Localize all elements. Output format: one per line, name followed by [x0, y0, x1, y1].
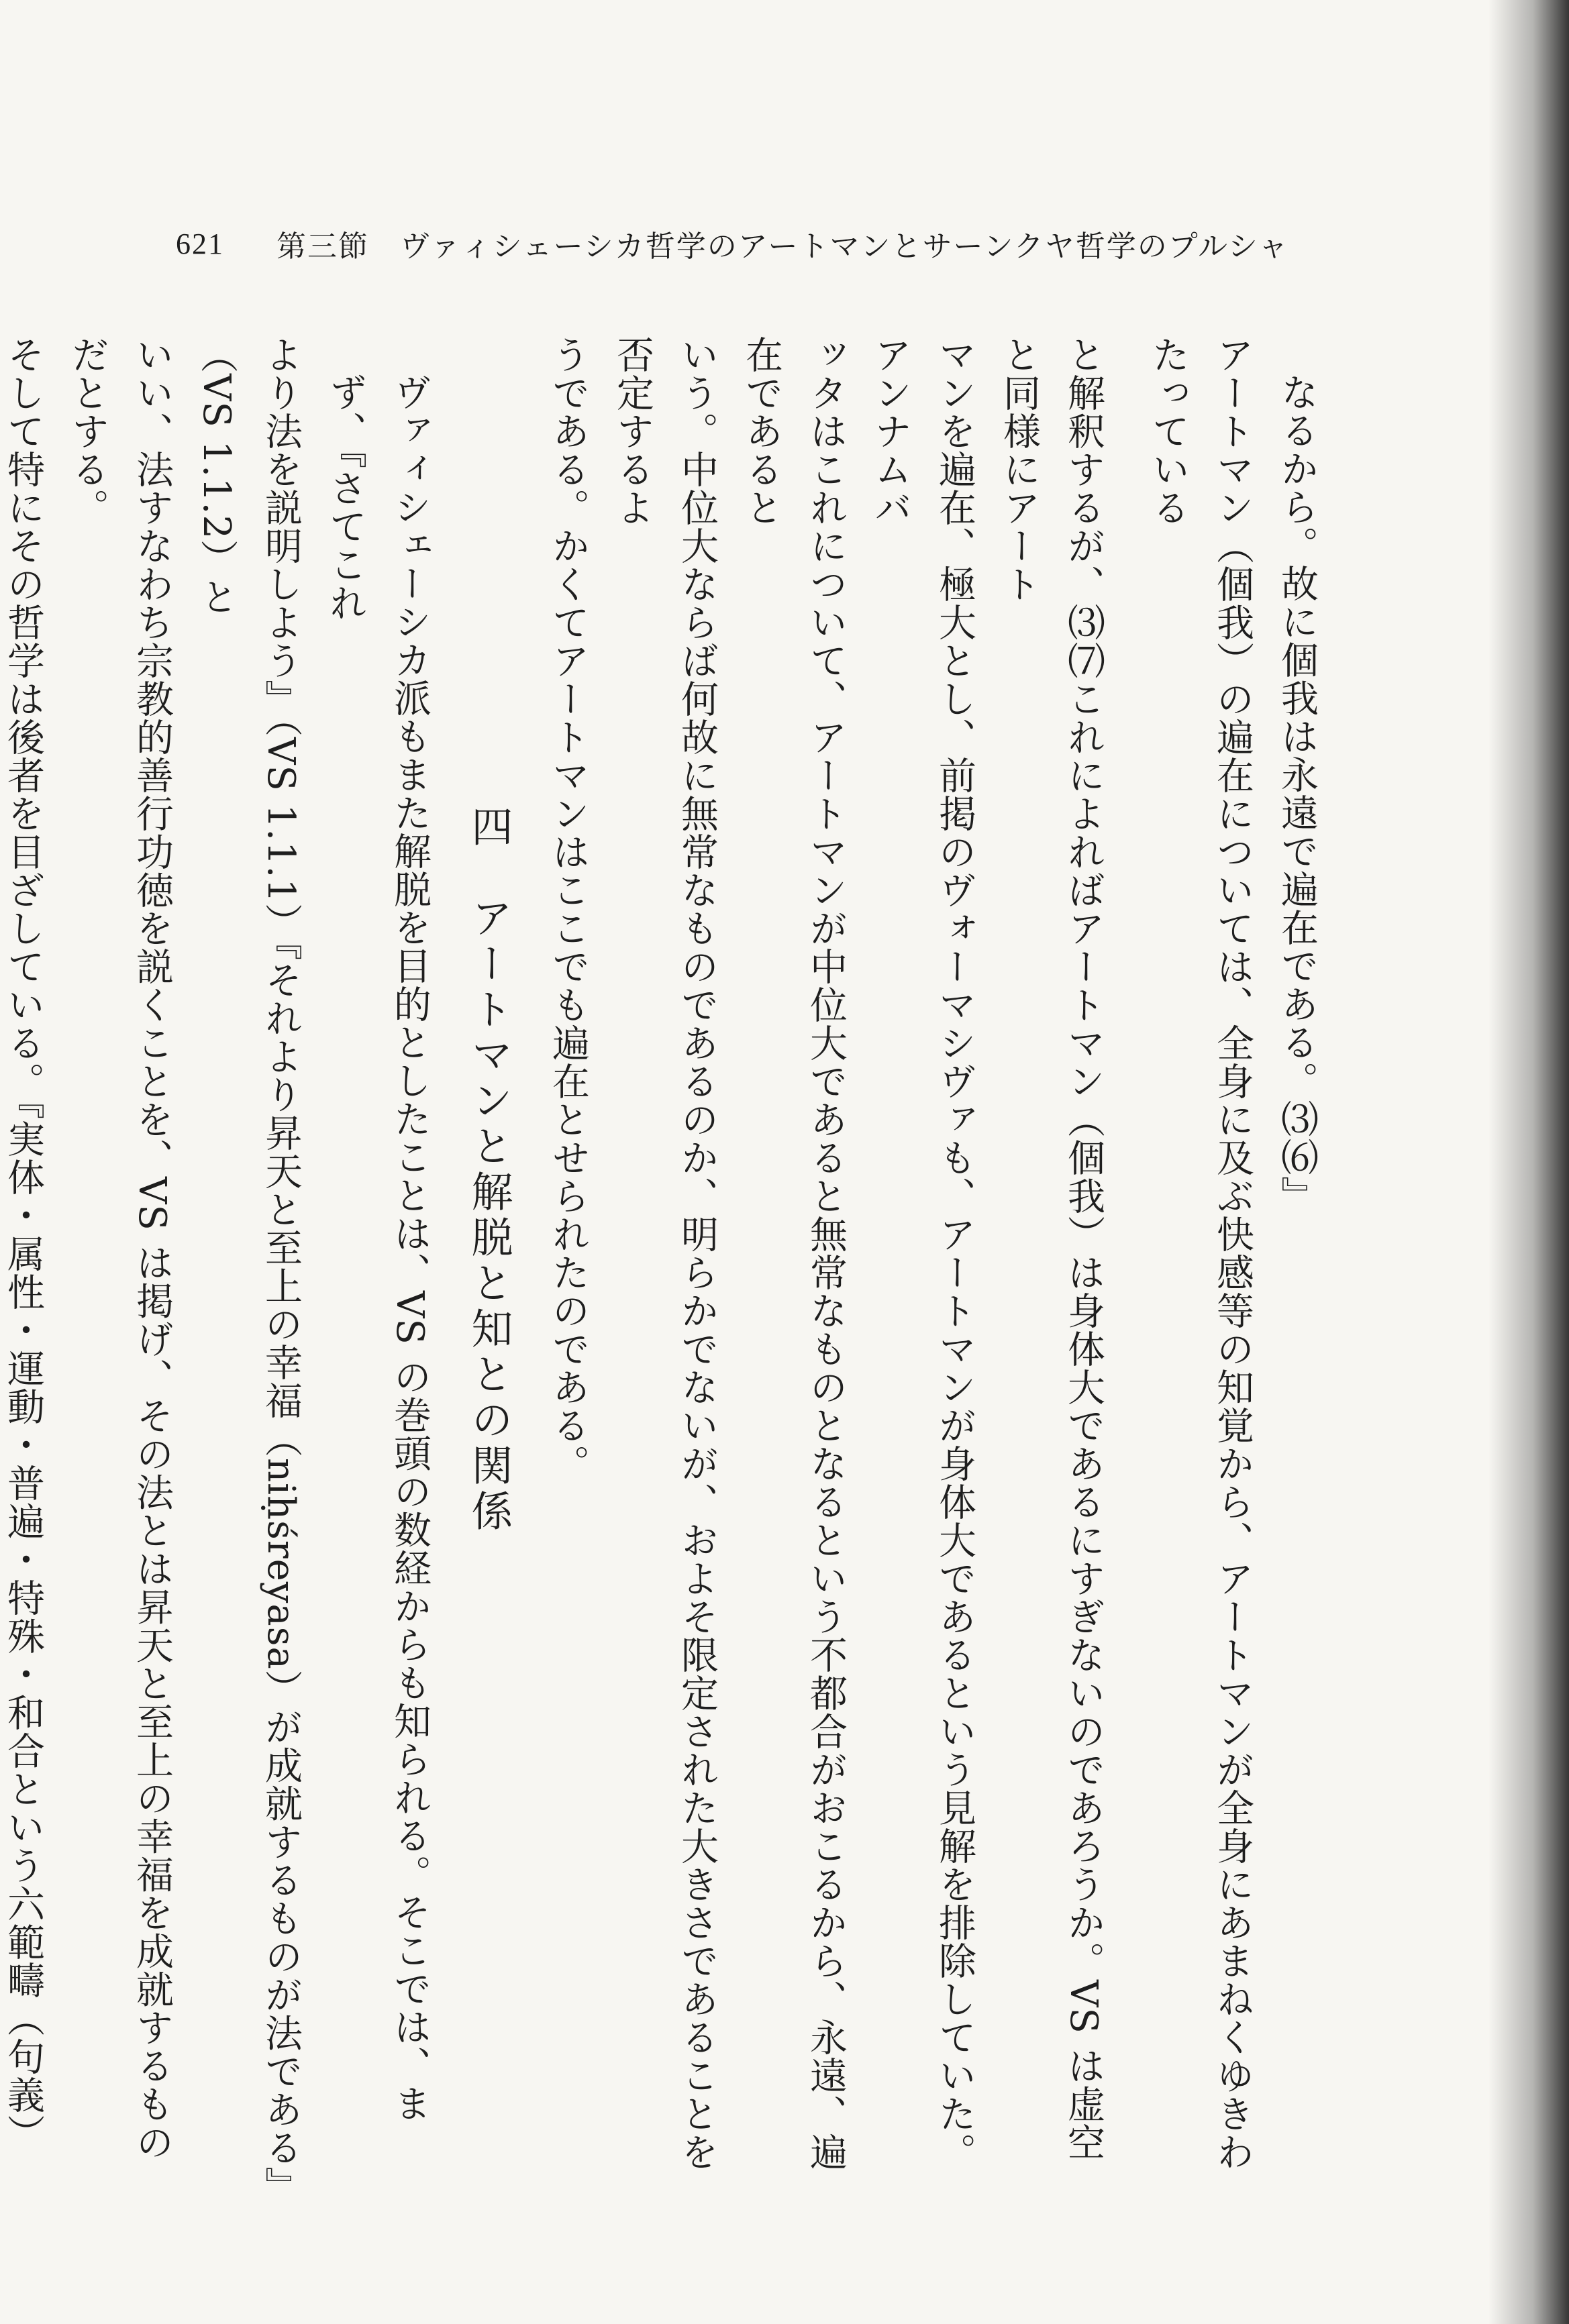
text-line: うである。かくてアートマンはここでも遍在とせられたのである。: [546, 335, 590, 1483]
running-header: [176, 213, 1303, 274]
section-heading: 四 アートマンと解脱と知との関係: [464, 805, 513, 1535]
running-title: 第三節 ヴァィシェーシカ哲学のアートマンとサーンクヤ哲学のプルシャ: [276, 229, 1289, 264]
text-line: なるから。故に個我は永遠で遍在である。⑶⑹』: [1275, 373, 1319, 1214]
text-line: アートマン（個我）の遍在については、全身に及ぶ快感等の知覚から、アートマンが全身にあまねくゆきわたっている: [1146, 335, 1254, 2171]
text-line: ッタはこれについて、アートマンが中位大であると無常なものとなるという不都合がおこるから、永遠、遍在であると: [740, 335, 848, 2171]
text-line: いう。中位大ならば何故に無常なものであるのか、明らかでないが、およそ限定された大きさであることを否定するよ: [611, 335, 719, 2171]
text-line: と解釈するが、⑶⑺これによればアートマン（個我）は身体大であるにすぎないのであろうか。VS は虚空と同様にアート: [997, 335, 1105, 2162]
text-line: マンを遍在、極大とし、前掲のヴォーマシヴァも、アートマンが身体大であるという見解を排除していた。アンナムバ: [868, 335, 976, 2171]
text-line: そして特にその哲学は後者を目ざしている。『実体・属性・運動・普遍・特殊・和合という六範疇（句義）: [1, 335, 45, 2152]
text-line: より法を説明しよう』（VS 1.1.1）『それより昇天と至上の幸福（niḥśreyasa）が成就するものが法である』（VS 1.1.2）と: [195, 335, 303, 2186]
page-number: 621: [176, 227, 224, 260]
text-line: いい、法すなわち宗教的善行功徳を説くことを、VS は掲げ、その法とは昇天と至上の幸福を成就するものだとする。: [66, 335, 174, 2162]
text-line: ヴァィシェーシカ派もまた解脱を目的としたことは、VS の巻頭の数経からも知られる。そこでは、まず、『さてこれ: [323, 373, 432, 2123]
page-edge-shadow: [1488, 0, 1569, 2324]
body-text: [1, 335, 1329, 2187]
